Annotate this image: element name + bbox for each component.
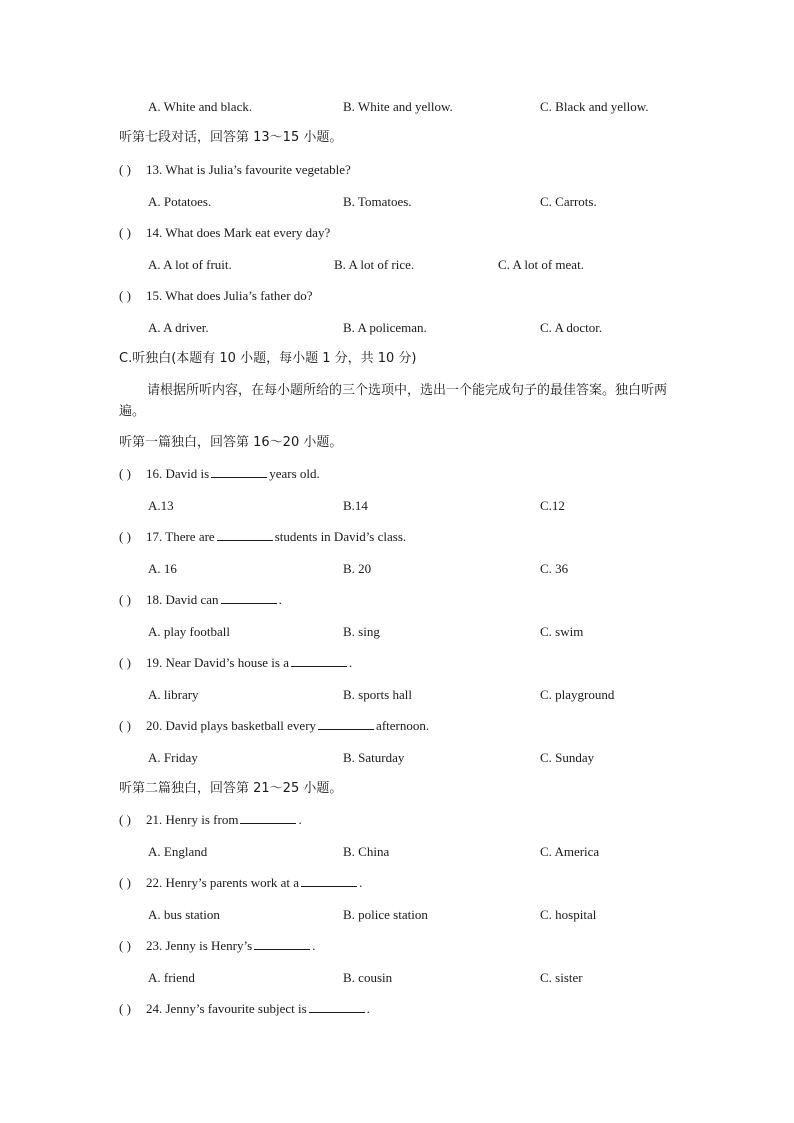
answer-blank [221, 592, 277, 604]
option-b: B. cousin [343, 970, 393, 985]
option-b: B.14 [343, 498, 368, 513]
answer-bracket: ( ) [119, 812, 131, 827]
question-line [119, 812, 302, 828]
option-a: A. Potatoes. [148, 194, 212, 209]
option-a: A.13 [148, 498, 174, 513]
question-line [119, 162, 351, 178]
option-a: A. England [148, 844, 208, 859]
question-line [119, 875, 362, 891]
question-text-after: . [348, 655, 353, 670]
option-c: C. 36 [540, 561, 569, 576]
section-heading: C.听独白(本题有 10 小题，每小题 1 分，共 10 分) [119, 351, 417, 366]
option-c: C. playground [540, 687, 615, 702]
answer-blank [318, 718, 374, 730]
question-text: 19. Near David’s house is a [146, 655, 289, 670]
answer-blank [240, 812, 296, 824]
question-line [119, 288, 313, 304]
section-heading: 听第七段对话，回答第 13～15 小题。 [119, 130, 343, 145]
option-c: C. Black and yellow. [540, 99, 649, 114]
question-text-after: . [312, 938, 316, 953]
option-c: C. Carrots. [540, 194, 597, 209]
answer-bracket: ( ) [119, 938, 131, 953]
answer-bracket: ( ) [119, 162, 131, 177]
answer-bracket: ( ) [119, 592, 131, 607]
option-b: B. sing [343, 624, 380, 639]
answer-bracket: ( ) [119, 466, 131, 481]
question-line [119, 466, 320, 482]
option-b: B. 20 [343, 561, 372, 576]
option-b: B. China [343, 844, 390, 859]
answer-blank [211, 466, 267, 478]
section-instruction: 请根据所听内容，在每小题所给的三个选项中，选出一个能完成句子的最佳答案。独白听两遍。 [119, 383, 668, 419]
question-line [119, 529, 406, 545]
question-text-after: . [359, 875, 363, 890]
question-text: 20. David plays basketball every [146, 718, 317, 733]
answer-blank [254, 938, 310, 950]
answer-bracket: ( ) [119, 718, 131, 733]
option-a: A. bus station [148, 907, 220, 922]
option-a: A. friend [148, 970, 195, 985]
question-line [119, 592, 282, 608]
option-c: C. hospital [540, 907, 597, 922]
question-line [119, 655, 352, 671]
option-a: A. library [148, 687, 199, 702]
answer-bracket: ( ) [119, 288, 131, 303]
option-c: C. swim [540, 624, 584, 639]
option-c: C. Sunday [540, 750, 595, 765]
question-line [119, 718, 429, 734]
question-text-after: students in David’s class. [274, 529, 407, 544]
question-text-after: afternoon. [376, 718, 430, 733]
option-b: B. A lot of rice. [334, 257, 415, 272]
question-text: 21. Henry is from [146, 812, 239, 827]
answer-bracket: ( ) [119, 875, 131, 890]
answer-blank [309, 1001, 365, 1013]
question-text: 17. There are [146, 529, 215, 544]
question-text: 15. What does Julia’s father do? [146, 288, 313, 303]
option-b: B. A policeman. [343, 320, 427, 335]
answer-blank [291, 655, 347, 667]
answer-bracket: ( ) [119, 225, 131, 240]
question-text-after: years old. [269, 466, 320, 481]
question-text: 22. Henry’s parents work at a [146, 875, 300, 890]
option-b: B. Saturday [343, 750, 405, 765]
option-a: A. A driver. [148, 320, 209, 335]
option-a: A. play football [148, 624, 230, 639]
option-a: A. White and black. [148, 99, 253, 114]
option-c: C. sister [540, 970, 583, 985]
answer-blank [301, 875, 357, 887]
option-a: A. A lot of fruit. [148, 257, 232, 272]
option-a: A. 16 [148, 561, 177, 576]
option-b: B. White and yellow. [343, 99, 453, 114]
question-text: 14. What does Mark eat every day? [146, 225, 331, 240]
option-b: B. Tomatoes. [343, 194, 412, 209]
question-text-after: . [366, 1001, 370, 1016]
option-c: C. America [540, 844, 600, 859]
option-c: C. A lot of meat. [498, 257, 584, 272]
option-b: B. sports hall [343, 687, 412, 702]
answer-blank [217, 529, 273, 541]
answer-bracket: ( ) [119, 655, 131, 670]
question-text-after: . [278, 592, 282, 607]
option-c: C. A doctor. [540, 320, 603, 335]
option-b: B. police station [343, 907, 428, 922]
section-heading: 听第一篇独白，回答第 16～20 小题。 [119, 435, 343, 450]
answer-bracket: ( ) [119, 1001, 131, 1016]
question-line [119, 225, 330, 241]
question-text: 23. Jenny is Henry’s [146, 938, 253, 953]
section-heading: 听第二篇独白，回答第 21～25 小题。 [119, 781, 343, 796]
question-text: 13. What is Julia’s favourite vegetable? [146, 162, 351, 177]
question-text-after: . [298, 812, 302, 827]
question-text: 18. David can [146, 592, 219, 607]
option-a: A. Friday [148, 750, 198, 765]
question-text: 24. Jenny’s favourite subject is [146, 1001, 307, 1016]
option-c: C.12 [540, 498, 565, 513]
question-line [119, 1001, 370, 1017]
question-text: 16. David is [146, 466, 210, 481]
answer-bracket: ( ) [119, 529, 131, 544]
question-line [119, 938, 315, 954]
